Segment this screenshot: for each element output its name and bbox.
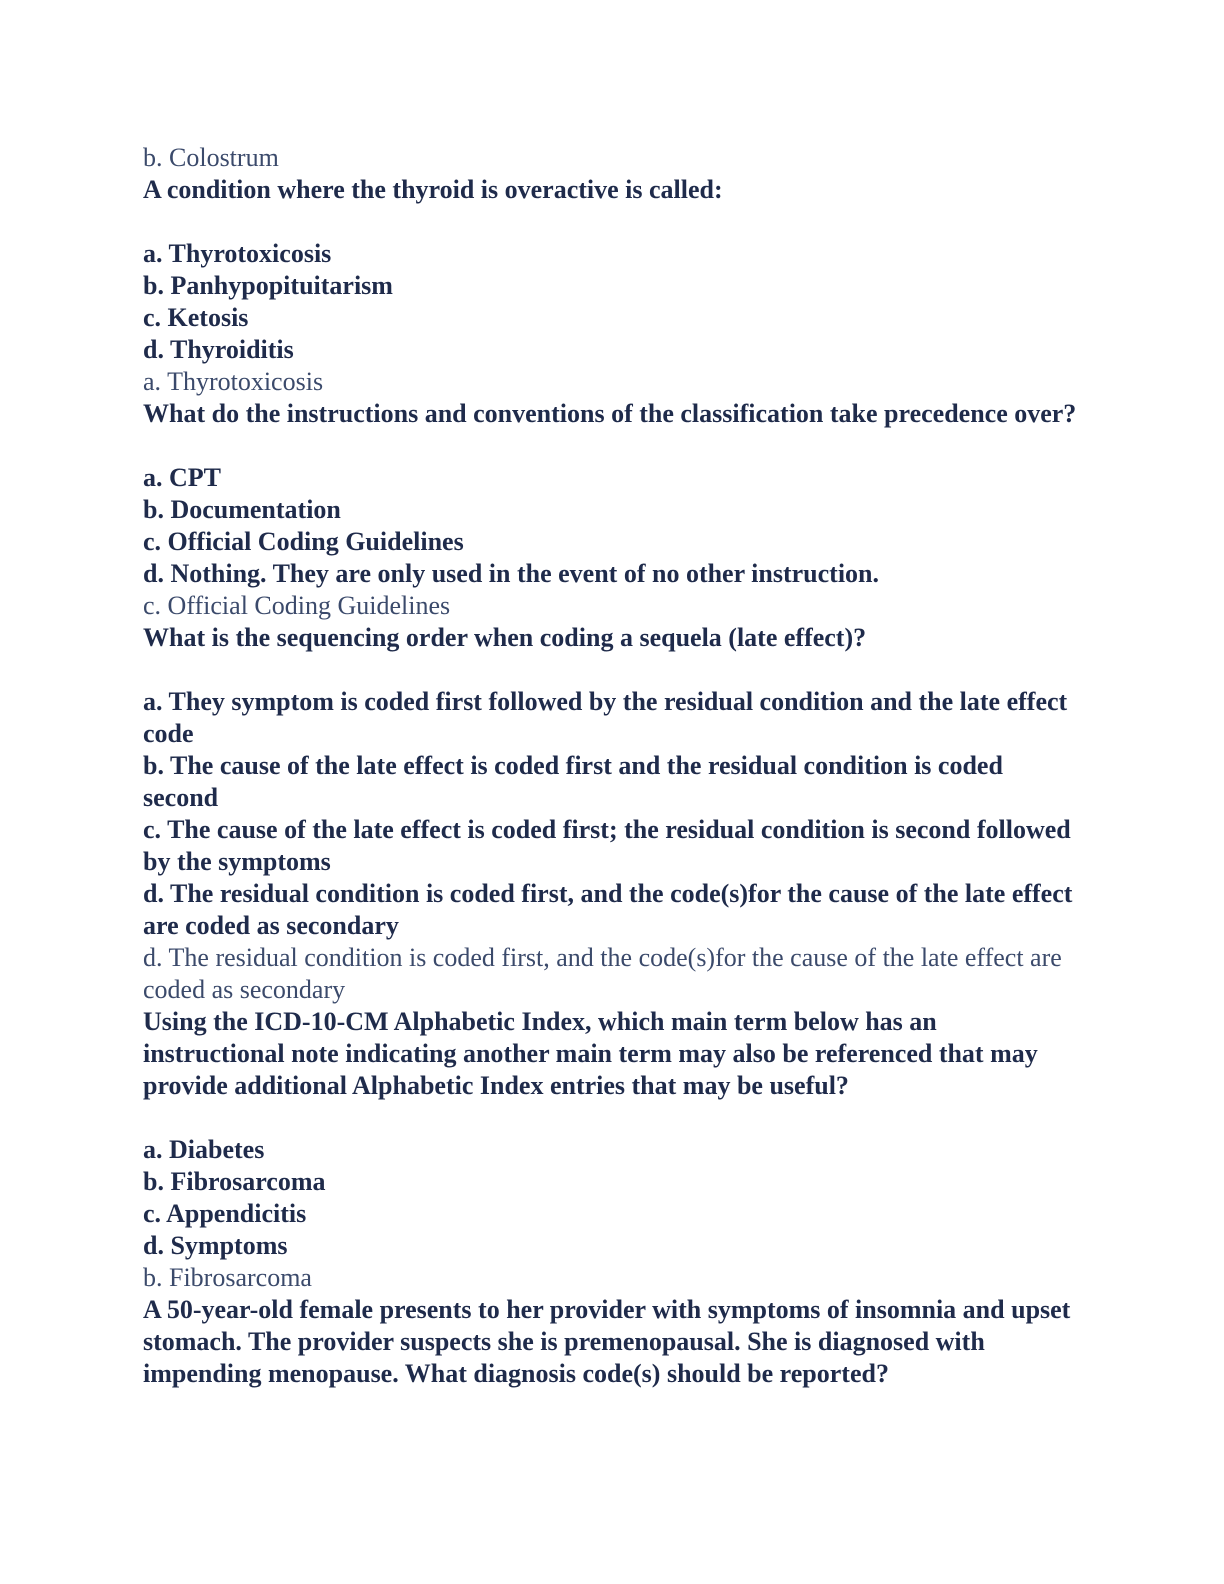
- answer-text: b. Fibrosarcoma: [143, 1263, 312, 1292]
- spacer: [143, 206, 1083, 238]
- option-b: b. Fibrosarcoma: [143, 1167, 326, 1196]
- spacer: [143, 654, 1083, 686]
- previous-answer: b. Colostrum: [143, 143, 279, 172]
- answer-text: c. Official Coding Guidelines: [143, 591, 451, 620]
- spacer: [143, 430, 1083, 462]
- option-a: a. CPT: [143, 463, 221, 492]
- option-c: c. The cause of the late effect is coded first; the residual condition is second followed by the symptoms: [143, 815, 1071, 876]
- option-c: c. Official Coding Guidelines: [143, 527, 464, 556]
- answer-text: a. Thyrotoxicosis: [143, 367, 324, 396]
- option-d: d. Thyroiditis: [143, 335, 294, 364]
- option-d: d. Nothing. They are only used in the event of no other instruction.: [143, 559, 880, 588]
- question-text: Using the ICD-10-CM Alphabetic Index, which main term below has an instructional note indicating another main term may also be referenced that may provide additional Alphabetic Index entries that may be useful?: [143, 1007, 1038, 1100]
- question-text: A condition where the thyroid is overactive is called:: [143, 175, 723, 204]
- question-text: What do the instructions and conventions of the classification take precedence over?: [143, 399, 1077, 428]
- option-b: b. Panhypopituitarism: [143, 271, 393, 300]
- option-a: a. Thyrotoxicosis: [143, 239, 332, 268]
- spacer: [143, 1102, 1083, 1134]
- document-page: [143, 142, 1083, 1390]
- option-a: a. They symptom is coded first followed by the residual condition and the late effect code: [143, 687, 1068, 748]
- question-text: A 50-year-old female presents to her provider with symptoms of insomnia and upset stomach. The provider suspects she is premenopausal. She is diagnosed with impending menopause. What diagnosis code(s) should be reported?: [143, 1295, 1071, 1388]
- option-b: b. The cause of the late effect is coded first and the residual condition is coded second: [143, 751, 1003, 812]
- option-d: d. The residual condition is coded first, and the code(s)for the cause of the late effect are coded as secondary: [143, 879, 1073, 940]
- answer-text: d. The residual condition is coded first, and the code(s)for the cause of the late effect are coded as secondary: [143, 943, 1062, 1004]
- question-text: What is the sequencing order when coding a sequela (late effect)?: [143, 623, 867, 652]
- option-b: b. Documentation: [143, 495, 341, 524]
- option-c: c. Ketosis: [143, 303, 249, 332]
- option-a: a. Diabetes: [143, 1135, 265, 1164]
- option-c: c. Appendicitis: [143, 1199, 307, 1228]
- option-d: d. Symptoms: [143, 1231, 288, 1260]
